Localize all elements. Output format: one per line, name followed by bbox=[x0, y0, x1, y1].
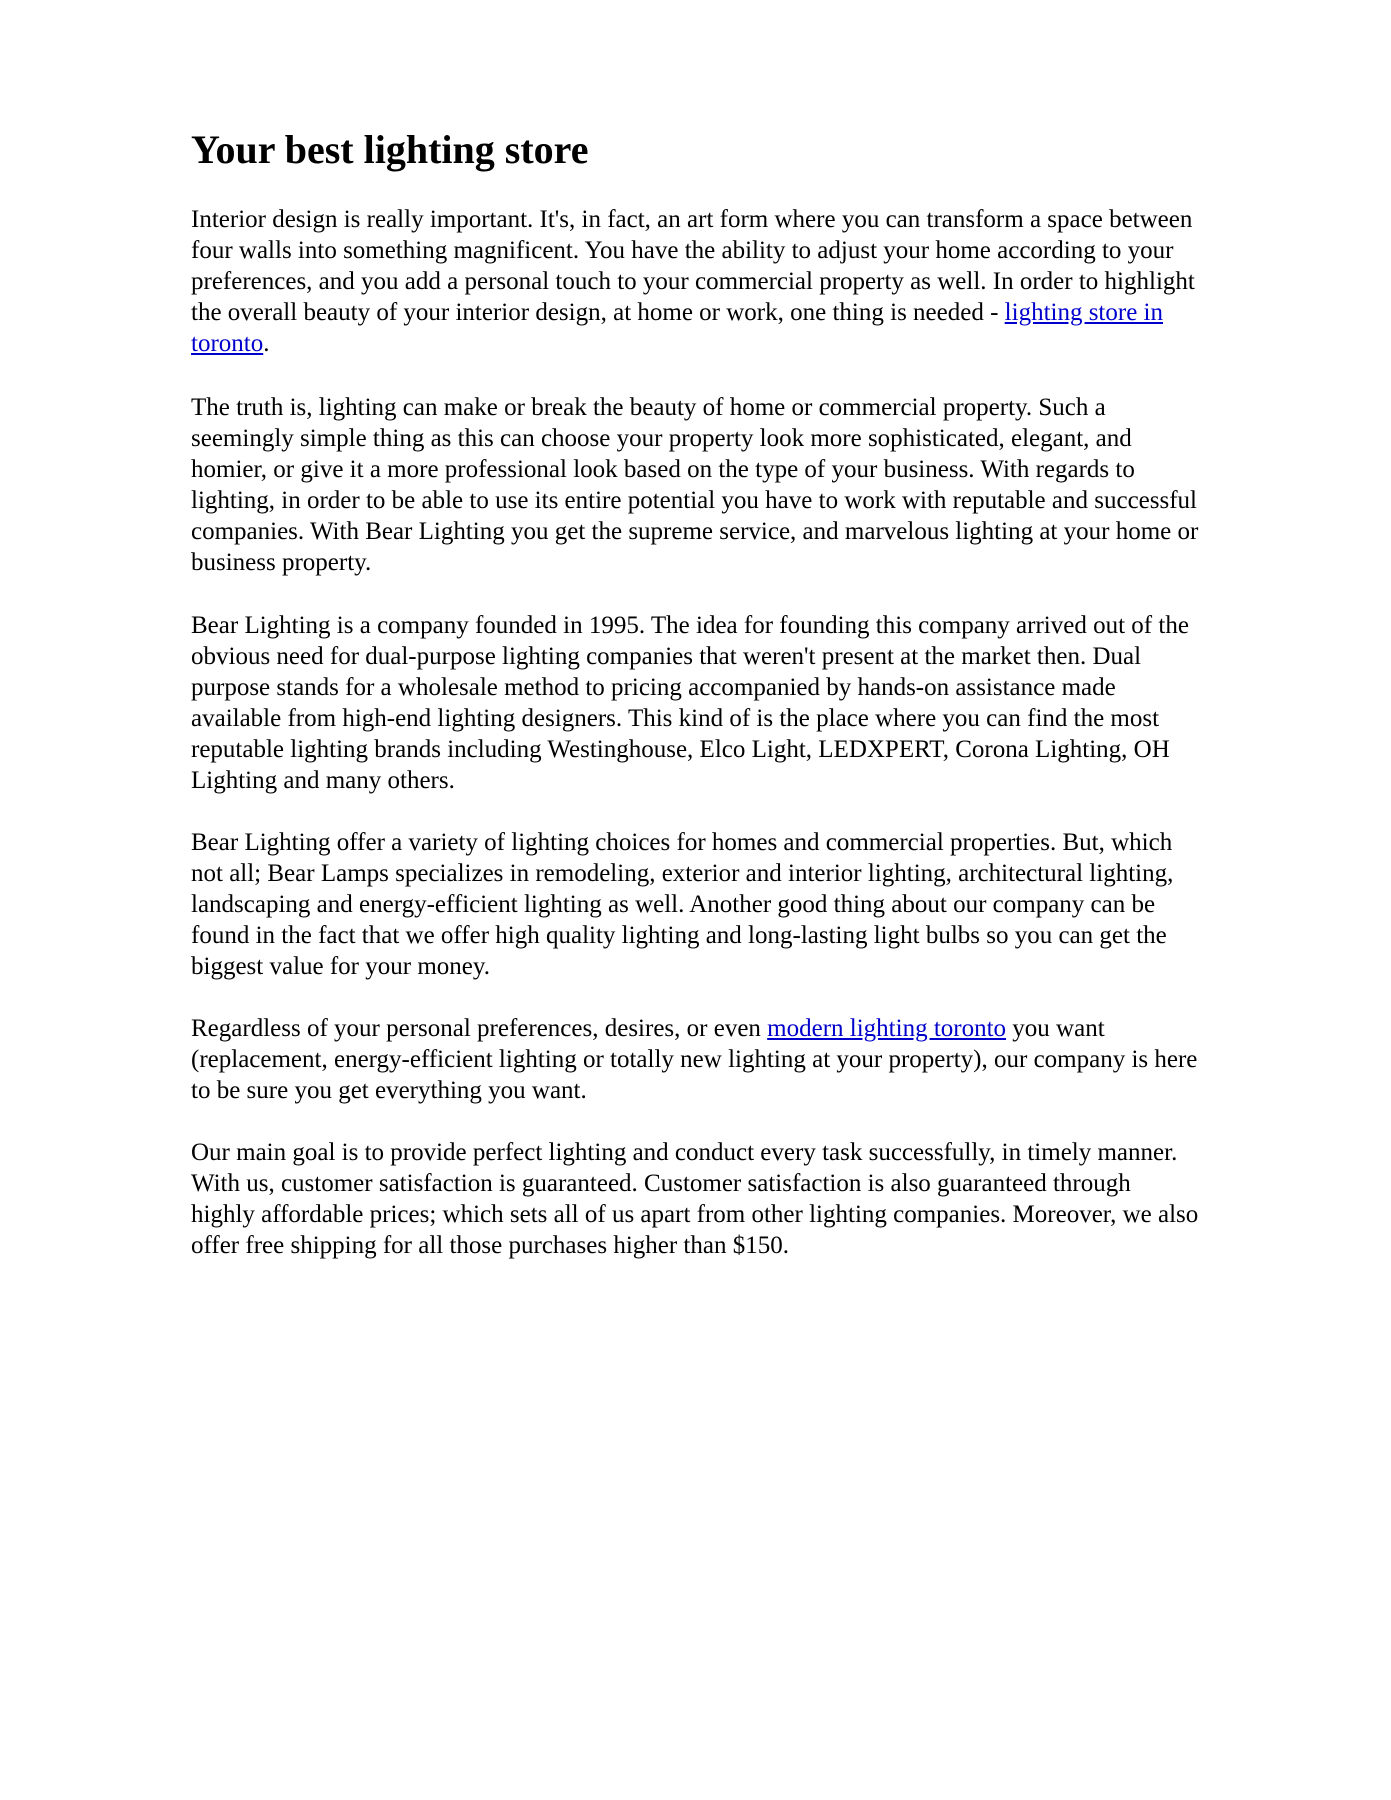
text-line bbox=[191, 297, 1195, 328]
page-title: Your best lighting store bbox=[191, 127, 589, 172]
text-line: found in the fact that we offer high quality lighting and long-lasting light bulbs so you can get the bbox=[191, 922, 1167, 949]
paragraph-truth bbox=[191, 392, 1198, 578]
text-line: lighting, in order to be able to use its entire potential you have to work with reputable and successful bbox=[191, 487, 1197, 514]
text-line: reputable lighting brands including Westinghouse, Elco Light, LEDXPERT, Corona Lighting, OH bbox=[191, 736, 1170, 763]
paragraph-offerings bbox=[191, 827, 1173, 982]
paragraph-intro bbox=[191, 204, 1195, 359]
text-line: available from high-end lighting designers. This kind of is the place where you can find the most bbox=[191, 705, 1160, 732]
text-segment: the overall beauty of your interior design, at home or work, one thing is needed - bbox=[191, 299, 1005, 326]
paragraph-preferences bbox=[191, 1013, 1197, 1106]
text-line: biggest value for your money. bbox=[191, 953, 490, 980]
text-line: With us, customer satisfaction is guaranteed. Customer satisfaction is also guaranteed through bbox=[191, 1170, 1131, 1197]
text-line bbox=[191, 328, 1195, 359]
text-segment: . bbox=[263, 330, 270, 357]
text-line: obvious need for dual-purpose lighting companies that weren't present at the market then. Dual bbox=[191, 643, 1142, 670]
text-line: Bear Lighting is a company founded in 1995. The idea for founding this company arrived out of the bbox=[191, 612, 1189, 639]
text-line: highly affordable prices; which sets all of us apart from other lighting companies. Moreover, we also bbox=[191, 1201, 1199, 1228]
text-line: purpose stands for a wholesale method to pricing accompanied by hands-on assistance made bbox=[191, 674, 1116, 701]
text-segment: you want bbox=[1006, 1015, 1105, 1042]
text-line: four walls into something magnificent. You have the ability to adjust your home according to your bbox=[191, 237, 1174, 264]
paragraph-company bbox=[191, 610, 1189, 796]
text-segment: Regardless of your personal preferences, desires, or even bbox=[191, 1015, 768, 1042]
text-line: The truth is, lighting can make or break the beauty of home or commercial property. Such a bbox=[191, 394, 1106, 421]
text-line: Interior design is really important. It's, in fact, an art form where you can transform a space between bbox=[191, 206, 1193, 233]
text-line: homier, or give it a more professional look based on the type of your business. With regards to bbox=[191, 456, 1135, 483]
text-line: landscaping and energy-efficient lighting as well. Another good thing about our company can be bbox=[191, 891, 1156, 918]
text-line: offer free shipping for all those purchases higher than $150. bbox=[191, 1232, 789, 1259]
text-line: companies. With Bear Lighting you get the supreme service, and marvelous lighting at your home or bbox=[191, 518, 1199, 545]
modern-lighting-link[interactable]: modern lighting toronto bbox=[767, 1015, 1007, 1042]
lighting-store-link-cont[interactable]: toronto bbox=[191, 330, 264, 357]
text-line: (replacement, energy-efficient lighting or totally new lighting at your property), our company is here bbox=[191, 1046, 1198, 1073]
text-line: Our main goal is to provide perfect lighting and conduct every task successfully, in timely manner. bbox=[191, 1139, 1178, 1166]
text-line: Lighting and many others. bbox=[191, 767, 455, 794]
text-line: seemingly simple thing as this can choose your property look more sophisticated, elegant, and bbox=[191, 425, 1132, 452]
text-line: Bear Lighting offer a variety of lighting choices for homes and commercial properties. But, which bbox=[191, 829, 1173, 856]
text-line: business property. bbox=[191, 549, 372, 576]
text-line: not all; Bear Lamps specializes in remodeling, exterior and interior lighting, architectural lighting, bbox=[191, 860, 1174, 887]
lighting-store-link[interactable]: lighting store in bbox=[1004, 299, 1163, 326]
paragraph-goal bbox=[191, 1137, 1198, 1261]
text-line bbox=[191, 1013, 1197, 1044]
text-line: to be sure you get everything you want. bbox=[191, 1077, 587, 1104]
text-line: preferences, and you add a personal touch to your commercial property as well. In order to highlight bbox=[191, 268, 1195, 295]
